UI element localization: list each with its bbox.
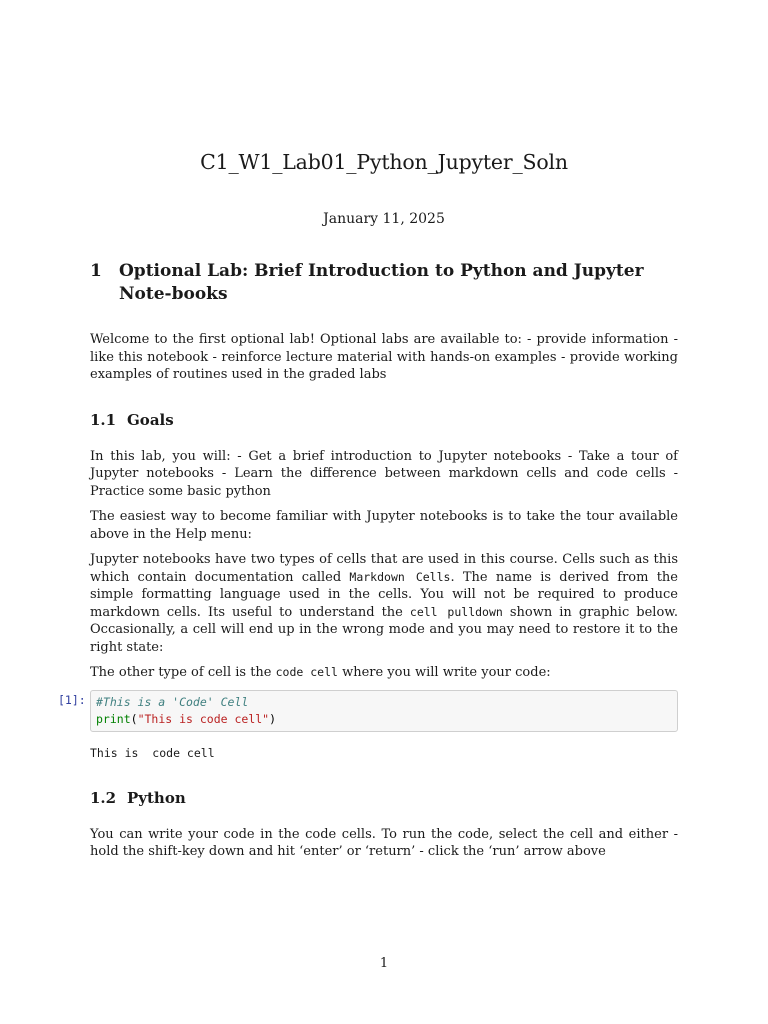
intro-paragraph: Welcome to the first optional lab! Optional labs are available to: - provide information - like this notebook - reinforce lecture material with hands-on examples - provide working examples of routines used in the graded labs — [90, 332, 678, 382]
cells-text-b: . The name is derived from the simple formatting language used in the cells. You will not be required to produce markdown cells. Its useful to understand the — [90, 569, 678, 620]
code-editor[interactable] — [90, 690, 678, 732]
cell-output: This is code cell — [90, 745, 215, 760]
python-paragraph: You can write your code in the code cells. To run the code, select the cell and either - hold the shift-key down and hit ‘enter’ or ‘return’ - click the ‘run’ arrow above — [90, 826, 678, 859]
goals-number: 1.1 — [90, 410, 117, 429]
code-line-2 — [96, 711, 672, 728]
code-cell-text-a: The other type of cell is the — [90, 665, 276, 680]
code-string: "This is code cell" — [137, 711, 270, 726]
cell-pulldown-code: cell pulldown — [409, 604, 503, 619]
goals-heading — [90, 410, 678, 430]
goals-title: Goals — [127, 410, 174, 429]
code-cell-text-b: where you will write your code: — [337, 665, 551, 680]
cells-text-c: shown in graphic below. Occasionally, a cell will end up in the wrong mode and you may need to restore it to the right state: — [90, 604, 678, 655]
code-paren-open: ( — [130, 711, 138, 726]
markdown-cells-code: Markdown Cells — [349, 569, 451, 584]
document-date: January 11, 2025 — [323, 211, 445, 227]
code-paren-close: ) — [269, 711, 277, 726]
python-number: 1.2 — [90, 788, 117, 807]
section-number: 1 — [90, 261, 102, 281]
code-print-func: print — [96, 711, 131, 726]
goals-paragraph: In this lab, you will: - Get a brief introduction to Jupyter notebooks - Take a tour of Jupyter notebooks - Learn the difference between markdown cells and code cells - Practice some basic python — [90, 448, 678, 499]
section-heading — [90, 260, 678, 306]
code-comment: #This is a 'Code' Cell — [96, 694, 249, 709]
cells-paragraph — [90, 551, 678, 656]
section-title: Optional Lab: Brief Introduction to Python and Jupyter Note-books — [119, 261, 644, 304]
python-heading — [90, 788, 678, 808]
document-title: C1_W1_Lab01_Python_Jupyter_Soln — [200, 150, 568, 174]
notebook-code-cell[interactable] — [58, 690, 678, 732]
cells-text-a: Jupyter notebooks have two types of cells that are used in this course. Cells such as this which contain documentation called — [90, 552, 678, 585]
tour-paragraph: The easiest way to become familiar with Jupyter notebooks is to take the tour available above in the Help menu: — [90, 509, 678, 542]
python-title: Python — [127, 788, 186, 807]
code-cell-paragraph — [90, 664, 678, 682]
code-line-1 — [96, 694, 672, 711]
document-body — [58, 260, 678, 861]
page-number: 1 — [379, 956, 389, 971]
execution-prompt: [1]: — [58, 692, 86, 707]
code-cell-code: code cell — [275, 665, 338, 679]
